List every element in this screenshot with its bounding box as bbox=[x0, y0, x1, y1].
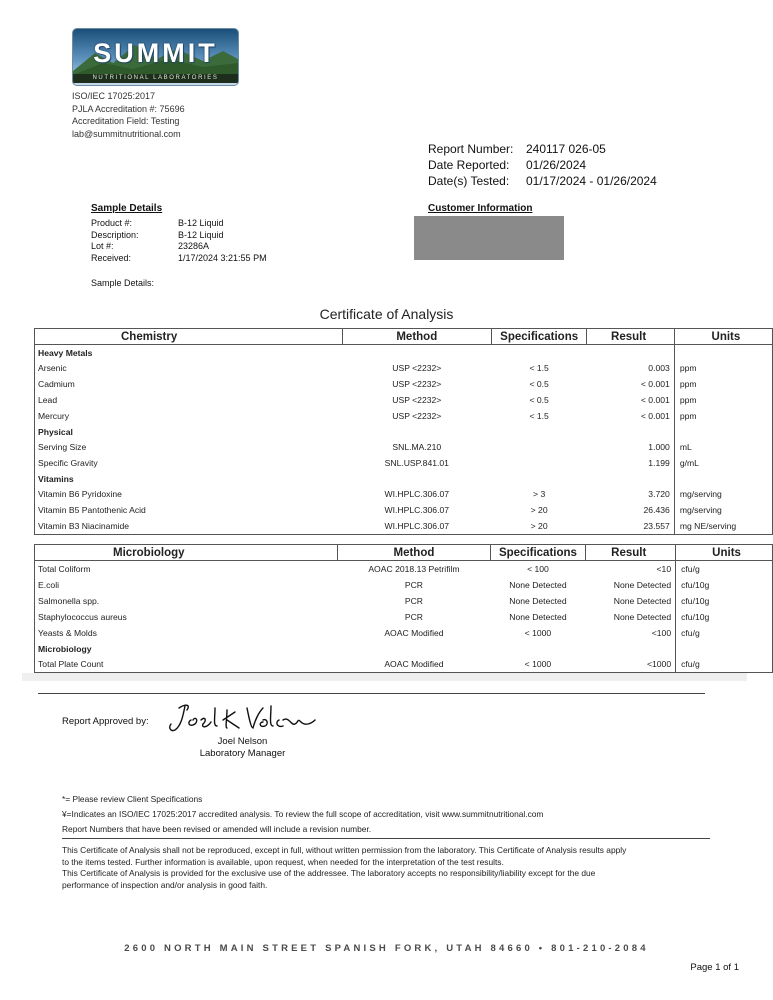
method-cell: AOAC Modified bbox=[384, 628, 444, 638]
table-row bbox=[35, 502, 773, 518]
result-cell: None Detected bbox=[586, 577, 676, 593]
specification-cell: < 1000 bbox=[524, 628, 552, 638]
table-row bbox=[35, 486, 773, 502]
micro-header-row bbox=[35, 545, 773, 561]
analyte-cell: Lead bbox=[38, 395, 58, 405]
col-header: Microbiology bbox=[35, 545, 338, 561]
empty-cell bbox=[490, 641, 586, 656]
accreditation-line: ISO/IEC 17025:2017 bbox=[72, 91, 156, 101]
unit-cell: mL bbox=[679, 442, 692, 452]
signer-block bbox=[195, 736, 290, 759]
col-header: Result bbox=[586, 545, 676, 561]
specification-cell: < 0.5 bbox=[529, 395, 549, 405]
empty-cell bbox=[342, 471, 491, 486]
unit-cell: cfu/g bbox=[681, 659, 700, 669]
result-cell: None Detected bbox=[586, 609, 676, 625]
result-cell: <10 bbox=[586, 561, 676, 578]
table-row bbox=[35, 360, 773, 376]
method-cell: WI.HPLC.306.07 bbox=[384, 521, 450, 531]
col-header: Specifications bbox=[491, 329, 587, 345]
analyte-cell: Staphylococcus aureus bbox=[38, 612, 127, 622]
customer-info-heading: Customer Information bbox=[428, 203, 533, 214]
result-cell: <100 bbox=[586, 625, 676, 641]
empty-cell bbox=[491, 424, 587, 439]
product-label: Product #: bbox=[91, 218, 133, 228]
analyte-cell: Vitamin B3 Niacinamide bbox=[38, 521, 130, 531]
empty-cell bbox=[587, 345, 674, 361]
table-row bbox=[35, 392, 773, 408]
chemistry-table bbox=[34, 328, 773, 535]
section-label: Microbiology bbox=[38, 643, 92, 654]
date-tested: 01/17/2024 - 01/26/2024 bbox=[526, 174, 657, 188]
date-reported-label: Date Reported: bbox=[428, 158, 510, 172]
chemistry-body bbox=[35, 345, 773, 535]
disclaimer-line: to the items tested. Further information is available, upon request, when needed for the interpretation of the test results. bbox=[62, 856, 504, 867]
unit-cell: cfu/10g bbox=[681, 580, 710, 590]
table-row bbox=[35, 408, 773, 424]
empty-cell bbox=[342, 424, 491, 439]
specification-cell: < 1.5 bbox=[529, 411, 549, 421]
method-cell: SNL.USP.841.01 bbox=[384, 458, 449, 468]
method-cell: PCR bbox=[404, 580, 424, 590]
unit-cell: mg NE/serving bbox=[679, 521, 737, 531]
method-cell: WI.HPLC.306.07 bbox=[384, 505, 450, 515]
report-number-label: Report Number: bbox=[428, 142, 514, 156]
result-cell: 1.000 bbox=[587, 439, 674, 455]
micro-body bbox=[35, 561, 773, 673]
analyte-cell: Vitamin B5 Pantothenic Acid bbox=[38, 505, 146, 515]
section-row bbox=[35, 641, 773, 656]
lot-value: 23286A bbox=[178, 241, 210, 251]
col-header: Units bbox=[676, 545, 773, 561]
signer-name: Joel Nelson bbox=[217, 736, 268, 747]
unit-cell: mg/serving bbox=[679, 489, 722, 499]
analyte-cell: Serving Size bbox=[38, 442, 87, 452]
summit-logo bbox=[72, 28, 239, 86]
report-labels bbox=[428, 141, 513, 189]
specification-cell bbox=[491, 439, 587, 455]
specification-cell: < 0.5 bbox=[529, 379, 549, 389]
specification-cell: < 1.5 bbox=[529, 363, 549, 373]
specification-cell: > 20 bbox=[530, 505, 548, 515]
result-cell: 23.557 bbox=[587, 518, 674, 535]
result-cell: < 0.001 bbox=[587, 376, 674, 392]
result-cell: < 0.001 bbox=[587, 408, 674, 424]
divider-line bbox=[38, 693, 705, 694]
empty-cell bbox=[674, 471, 772, 486]
analyte-cell: E.coli bbox=[38, 580, 60, 590]
accreditation-line: PJLA Accreditation #: 75696 bbox=[72, 103, 185, 114]
section-label: Vitamins bbox=[38, 473, 74, 484]
empty-cell bbox=[342, 345, 491, 361]
empty-cell bbox=[676, 641, 773, 656]
section-row bbox=[35, 471, 773, 486]
received-label: Received: bbox=[91, 252, 132, 263]
analyte-cell: Yeasts & Molds bbox=[38, 628, 97, 638]
disclaimer-block bbox=[62, 845, 626, 891]
note-line: ¥=Indicates an ISO/IEC 17025:2017 accredited analysis. To review the full scope of accreditation, visit www.summitnutritional.com bbox=[62, 809, 544, 819]
analyte-cell: Salmonella spp. bbox=[38, 596, 100, 606]
result-cell: 26.436 bbox=[587, 502, 674, 518]
result-cell: 3.720 bbox=[587, 486, 674, 502]
empty-cell bbox=[674, 345, 772, 361]
unit-cell: cfu/g bbox=[681, 564, 700, 574]
analyte-cell: Cadmium bbox=[38, 379, 75, 389]
result-cell: 0.003 bbox=[587, 360, 674, 376]
analyte-cell: Arsenic bbox=[38, 363, 67, 373]
col-header: Result bbox=[587, 329, 674, 345]
date-tested-label: Date(s) Tested: bbox=[428, 174, 510, 188]
method-cell: USP <2232> bbox=[392, 411, 442, 421]
product-value: B-12 Liquid bbox=[178, 218, 224, 228]
empty-cell bbox=[338, 641, 490, 656]
col-header: Units bbox=[674, 329, 772, 345]
empty-cell bbox=[586, 641, 676, 656]
section-label: Physical bbox=[38, 426, 73, 437]
table-row bbox=[35, 609, 773, 625]
table-row bbox=[35, 518, 773, 535]
specification-cell: < 100 bbox=[527, 564, 549, 574]
col-header: Method bbox=[342, 329, 491, 345]
col-header: Chemistry bbox=[35, 329, 343, 345]
unit-cell: ppm bbox=[679, 395, 697, 405]
analyte-cell: Mercury bbox=[38, 411, 70, 421]
note-line: *= Please review Client Specifications bbox=[62, 794, 203, 804]
footer-address: 2600 NORTH MAIN STREET SPANISH FORK, UTAH 84660 • 801-210-2084 bbox=[124, 943, 649, 954]
col-header: Method bbox=[338, 545, 490, 561]
chemistry-header-row bbox=[35, 329, 773, 345]
logo-tagline: NUTRITIONAL LABORATORIES bbox=[73, 74, 238, 83]
table-row bbox=[35, 577, 773, 593]
empty-cell bbox=[491, 345, 587, 361]
unit-cell: g/mL bbox=[679, 458, 699, 468]
table-row bbox=[35, 376, 773, 392]
table-row bbox=[35, 625, 773, 641]
notes-block bbox=[62, 792, 543, 837]
certificate-title: Certificate of Analysis bbox=[319, 306, 454, 322]
result-cell: <1000 bbox=[586, 656, 676, 673]
specification-cell: > 3 bbox=[533, 489, 546, 499]
analyte-cell: Total Coliform bbox=[38, 564, 91, 574]
accreditation-block bbox=[72, 90, 185, 140]
analyte-cell: Vitamin B6 Pyridoxine bbox=[38, 489, 122, 499]
unit-cell: ppm bbox=[679, 379, 697, 389]
table-row bbox=[35, 439, 773, 455]
method-cell: USP <2232> bbox=[392, 379, 442, 389]
section-label: Heavy Metals bbox=[38, 347, 93, 358]
approved-by-label: Report Approved by: bbox=[62, 716, 149, 727]
report-number: 240117 026-05 bbox=[526, 142, 606, 156]
received-value: 1/17/2024 3:21:55 PM bbox=[178, 252, 267, 263]
lot-label: Lot #: bbox=[91, 241, 114, 251]
table-row bbox=[35, 561, 773, 578]
method-cell: AOAC Modified bbox=[384, 659, 444, 669]
unit-cell: mg/serving bbox=[679, 505, 722, 515]
disclaimer-line: This Certificate of Analysis is provided for the exclusive use of the addressee. The laboratory accepts no responsibility/liability except for the due bbox=[62, 868, 596, 878]
method-cell: PCR bbox=[404, 612, 424, 622]
signature-image bbox=[165, 698, 325, 738]
analyte-cell: Specific Gravity bbox=[38, 458, 98, 468]
specification-cell bbox=[491, 455, 587, 471]
specification-cell: None Detected bbox=[509, 580, 567, 590]
date-reported: 01/26/2024 bbox=[526, 158, 587, 172]
method-cell: WI.HPLC.306.07 bbox=[384, 489, 450, 499]
unit-cell: ppm bbox=[679, 363, 697, 373]
empty-cell bbox=[587, 424, 674, 439]
divider-band bbox=[22, 673, 747, 681]
accreditation-line: Accreditation Field: Testing bbox=[72, 116, 180, 126]
method-cell: SNL.MA.210 bbox=[392, 442, 442, 452]
logo-wordmark: SUMMIT bbox=[93, 38, 218, 68]
table-row bbox=[35, 656, 773, 673]
microbiology-table bbox=[34, 544, 773, 673]
empty-cell bbox=[491, 471, 587, 486]
specification-cell: < 1000 bbox=[524, 659, 552, 669]
sample-labels bbox=[91, 218, 139, 264]
method-cell: USP <2232> bbox=[392, 363, 442, 373]
unit-cell: cfu/10g bbox=[681, 612, 710, 622]
result-cell: None Detected bbox=[586, 593, 676, 609]
disclaimer-line: This Certificate of Analysis shall not be reproduced, except in full, without written permission from the laboratory. This Certificate of Analysis results apply bbox=[62, 845, 627, 855]
description-label: Description: bbox=[91, 229, 139, 240]
notes-divider bbox=[62, 838, 710, 839]
page-number: Page 1 of 1 bbox=[690, 962, 739, 973]
empty-cell bbox=[587, 471, 674, 486]
method-cell: AOAC 2018.13 Petrifilm bbox=[368, 564, 460, 574]
result-cell: < 0.001 bbox=[587, 392, 674, 408]
empty-cell bbox=[674, 424, 772, 439]
sample-values bbox=[178, 218, 267, 264]
sample-details-label: Sample Details: bbox=[91, 278, 155, 288]
section-row bbox=[35, 424, 773, 439]
note-line: Report Numbers that have been revised or amended will include a revision number. bbox=[62, 824, 372, 834]
method-cell: PCR bbox=[404, 596, 424, 606]
report-values bbox=[526, 141, 657, 189]
description-value: B-12 Liquid bbox=[178, 229, 224, 240]
redacted-customer-block bbox=[414, 216, 564, 260]
result-cell: 1.199 bbox=[587, 455, 674, 471]
table-row bbox=[35, 593, 773, 609]
specification-cell: None Detected bbox=[509, 596, 567, 606]
table-row bbox=[35, 455, 773, 471]
lab-email[interactable]: lab@summitnutritional.com bbox=[72, 128, 181, 139]
specification-cell: None Detected bbox=[509, 612, 567, 622]
unit-cell: cfu/10g bbox=[681, 596, 710, 606]
specification-cell: > 20 bbox=[530, 521, 548, 531]
analyte-cell: Total Plate Count bbox=[38, 659, 104, 669]
col-header: Specifications bbox=[490, 545, 586, 561]
signer-role: Laboratory Manager bbox=[199, 747, 286, 759]
method-cell: USP <2232> bbox=[392, 395, 442, 405]
section-row bbox=[35, 345, 773, 361]
unit-cell: ppm bbox=[679, 411, 697, 421]
disclaimer-line: performance of inspection and/or analysis in good faith. bbox=[62, 879, 268, 890]
unit-cell: cfu/g bbox=[681, 628, 700, 638]
sample-details-heading: Sample Details bbox=[91, 203, 163, 214]
